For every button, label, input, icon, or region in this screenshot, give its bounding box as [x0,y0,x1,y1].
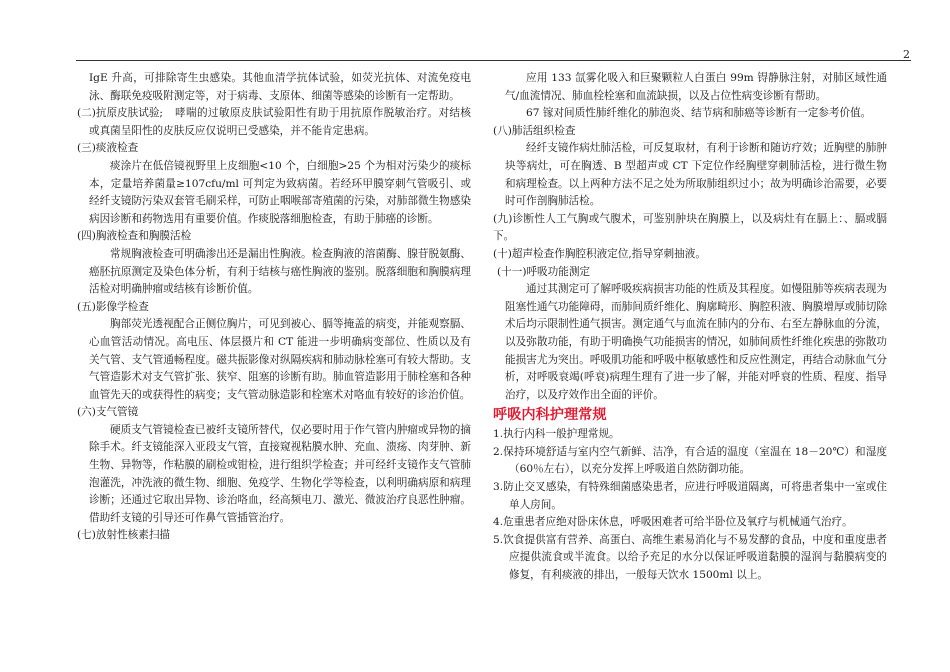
serology-continuation: IgE 升高，可排除寄生虫感染。其他血清学抗体试验，如荧光抗体、对流免疫电泳、酶联免疫吸附测定等，对于病毒、支原体、细菌等感染的诊断有一定帮助。 [89,72,471,102]
list-item: 3.防止交叉感染，有特殊细菌感染患者，应进行呼吸道隔离，可将患者集中一室或住单人房间。 [493,481,887,511]
pleural-text: 常规胸液检查可明确渗出还是漏出性胸液。检查胸液的溶菌酶、腺苷脱氨酶、癌胚抗原测定及染色体分析，有利于结核与癌性胸液的鉴别。脱落细胞和胸膜病理活检对明确肿瘤或结核有诊断价值。 [89,247,471,296]
section-heading-ultrasound: (十)超声检查作胸腔积液定位,指导穿刺抽液。 [493,247,706,260]
nursing-routine-title: 呼吸内科护理常规 [493,407,607,424]
skin-test-text: 哮喘的过敏原皮肤试验阳性有助于用抗原作脱敏治疗。对结核或真菌呈阳性的皮肤反应仅说明已受感染，并不能肯定患病。 [89,107,471,137]
list-item: 4.危重患者应绝对卧床休息，呼吸困难者可给半卧位及氧疗与机械通气治疗。 [493,516,853,529]
section-heading-sputum: (三)痰液检查 [77,142,139,155]
gallium-text: 67 镓对间质性肺纤维化的肺泡炎、结节病和肺癌等诊断有一定参考价值。 [526,107,872,120]
list-item: 5.饮食提供富有营养、高蛋白、高维生素易消化与不易发酵的食品，中度和重度患者应提供流食或半流食。以给予充足的水分以保证呼吸道黏膜的湿润与黏膜病变的修复，有利痰液的排出，一般每天饮水 1500ml 以上。 [493,533,887,582]
pneumothorax-text: 可鉴别肿块在胸膜上，以及病灶有在膈上：、膈或膈下。 [493,212,888,243]
section-heading-nuclide: (七)放射性核素扫描 [77,529,171,542]
left-column [77,70,471,545]
right-column [493,70,887,585]
bronchoscopy-text: 硬质支气管镜检查已被纤支镜所替代，仅必要时用于作气管内肿瘤或异物的摘除手术。纤支镜能深入亚段支气管，直接窥视粘膜水肿、充血、溃疡、肉芽肿、新生物、异物等，作粘膜的刷检或钳检，进行组织学检查；并可经纤支镜作支气管肺泡灌洗，冲洗液的微生物、细胞、免疫学、生物化学等检查，以利明确病原和病理诊断；还通过它取出异物、诊治咯血，经高频电刀、激光、微波治疗良恶性肿瘤。借助纤支镜的引导还可作鼻气管插管治疗。 [89,423,471,524]
section-heading-pneumothorax: (九)诊断性人工气胸或气腹术， [493,212,643,225]
nuclide-text: 应用 133 氙雾化吸入和巨聚颗粒人白蛋白 99m 锝静脉注射，对肺区域性通气/血流情况、肺血栓栓塞和血流缺损，以及占位性病变诊断有帮助。 [505,72,887,102]
section-heading-lung-biopsy: (八)肺活组织检查 [493,124,576,137]
lung-biopsy-text: 经纤支镜作病灶肺活检，可反复取材，有利于诊断和随访疗效；近胸壁的肺肿块等病灶，可在胸透、B 型超声或 CT 下定位作经胸壁穿刺肺活检，进行微生物和病理检查。以上两种方法不足之处为所取肺组织过小；故为明确诊治需要，必要时可作剖胸肺活检。 [505,142,887,208]
imaging-text: 胸部荧光透视配合正侧位胸片，可见到被心、膈等掩盖的病变，并能观察膈、心血管活动情况。高电压、体层摄片和 CT 能进一步明确病变部位、性质以及有关气管、支气管通畅程度。磁共振影像对纵隔疾病和肺动脉栓塞可有较大帮助。支气管造影术对支气管扩张、狭窄、阻塞的诊断有助。肺血管造影用于肺栓塞和各种血管先天的或获得性的病变；支气管动脉造影和栓塞术对咯血有较好的诊治价值。 [89,318,471,401]
list-item: 2.保持环境舒适与室内空气新鲜、洁净，有合适的温度（室温在 18－20℃）和湿度（60％左右），以充分发挥上呼吸道自然防御功能。 [493,445,887,476]
section-heading-imaging: (五)影像学检查 [77,300,149,313]
section-heading-skin-test-label: (二)抗原皮肤试验; [77,107,163,120]
page-number: 2 [903,48,910,61]
section-heading-bronchoscopy: (六)支气管镜 [77,406,139,419]
sputum-text: 痰涂片在低倍镜视野里上皮细胞<10 个，白细胞>25 个为相对污染少的痰标本，定量培养菌量≥107cfu/ml 可判定为致病菌。若经环甲膜穿刺气管吸引、或经纤支镜防污染双套管毛刷采样，可防止咽喉部寄殖菌的污染，对肺部微生物感染病因诊断和药物选用有重要价值。作痰脱落细胞检查，有助于肺癌的诊断。 [89,159,471,225]
lung-function-text: 通过其测定可了解呼吸疾病损害功能的性质及其程度。如慢阻肺等疾病表现为阻塞性通气功能障碍，而肺间质纤维化、胸廓畸形、胸腔积液、胸膜增厚或肺切除术后均示限制性通气损害。测定通气与血流在肺内的分布、右至左静脉血的分流，以及弥散功能，有助于明确换气功能损害的情况，如肺间质性纤维化疾患的弥散功能损害尤为突出。呼吸肌功能和呼吸中枢敏感性和反应性测定，再结合动脉血气分析，对呼吸衰竭(呼衰)病理生理有了进一步了解，并能对呼衰的性质、程度、指导治疗，以及疗效作出全面的评价。 [505,283,887,401]
pneumothorax-paragraph [493,211,887,246]
list-item: 1.执行内科一般护理常规。 [493,428,620,441]
section-heading-pleural: (四)胸液检查和胸膜活检 [77,230,192,243]
header-rule [76,60,911,61]
section-heading-lung-function: (十一)呼吸功能测定 [497,265,591,278]
